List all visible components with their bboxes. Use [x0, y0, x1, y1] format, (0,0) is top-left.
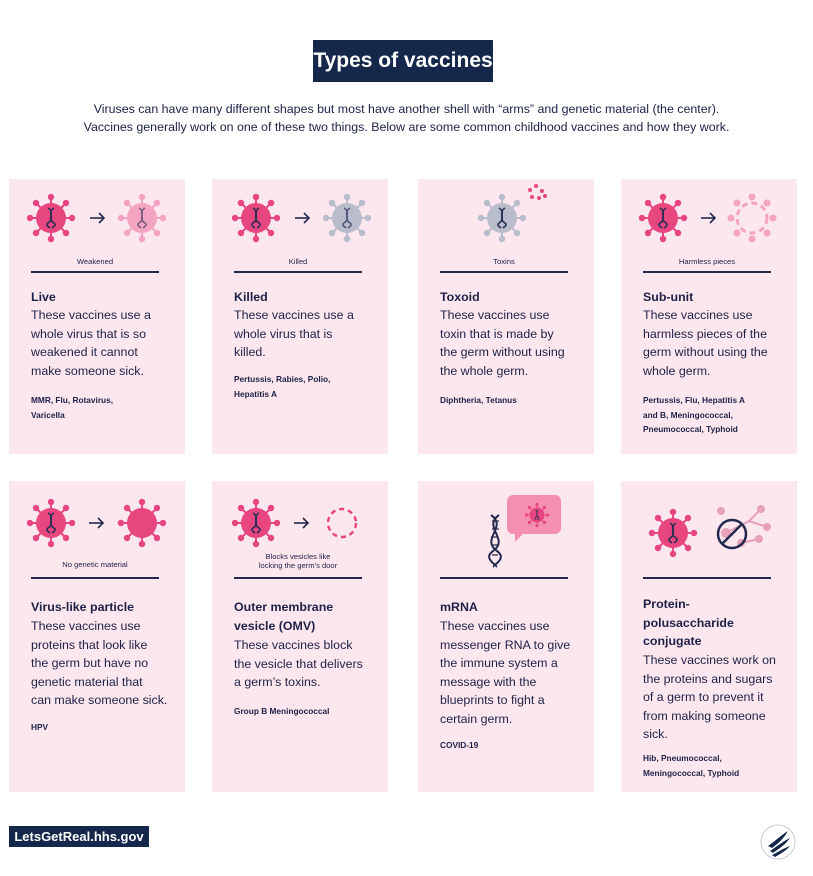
desc-line: a germ’s toxins. — [234, 675, 321, 689]
desc-line: whole virus that is — [234, 326, 333, 341]
vaccine-description — [234, 306, 384, 362]
vaccine-description — [643, 306, 793, 380]
vaccine-description — [234, 636, 384, 692]
desc-line: blueprints to fight a — [440, 693, 545, 707]
vaccine-description — [643, 651, 793, 744]
divider — [31, 577, 159, 579]
example-line: Pertussis, Flu, Hepatitis A — [643, 395, 746, 405]
desc-line: from making someone — [643, 708, 766, 723]
example-line: Hib, Pneumococcal, — [643, 753, 722, 763]
vaccine-examples — [234, 704, 374, 719]
desc-line: weakened it cannot — [31, 345, 138, 359]
desc-line: the immune system a — [440, 656, 558, 670]
desc-line: the germ without using — [440, 345, 565, 359]
example-line: Group B Meningococcal — [234, 706, 330, 716]
desc-line: can make someone sick. — [31, 693, 168, 707]
example-line: MMR, Flu, Rotavirus, — [31, 395, 114, 405]
vaccine-type-name: Sub-unit — [643, 290, 694, 304]
desc-line: toxin that is made by — [440, 326, 554, 341]
desc-line: These vaccines use a — [31, 308, 151, 322]
desc-line: These vaccines block — [234, 638, 353, 652]
desc-line: germ without using the — [643, 345, 768, 359]
desc-line: proteins that look like — [31, 637, 148, 652]
vaccine-card-killed — [212, 179, 388, 454]
desc-line: make someone sick. — [31, 363, 144, 378]
example-line: Hepatitis A — [234, 388, 278, 399]
vaccine-card-sub-unit — [621, 179, 797, 454]
example-line: Meningococcal, Typhoid — [643, 767, 740, 778]
intro-line-1: Viruses can have many different shapes but most have another shell with “arms” and genetic material (the center). — [93, 102, 720, 116]
vaccine-card-live — [9, 179, 185, 454]
vaccine-card-mrna — [418, 481, 594, 792]
example-line: Pneumococcal, Typhoid — [643, 424, 738, 435]
vaccine-type-name — [234, 598, 384, 635]
desc-line: genetic material that — [31, 674, 143, 689]
vaccine-examples — [643, 393, 783, 437]
name-line: Protein- — [643, 597, 690, 611]
example-line: Varicella — [31, 409, 65, 420]
example-line: COVID-19 — [440, 740, 479, 750]
desc-line: These vaccines use — [440, 308, 550, 322]
vaccine-description — [440, 306, 590, 380]
vaccine-examples — [440, 738, 580, 753]
vaccine-examples — [440, 393, 580, 408]
name-line: polusaccharide — [643, 615, 734, 630]
vaccine-examples — [643, 751, 783, 780]
desc-line: These vaccines use — [31, 619, 141, 633]
card-caption: No genetic material — [62, 560, 128, 569]
vaccine-examples — [31, 720, 171, 735]
vaccine-description — [31, 617, 181, 710]
vaccine-description — [440, 617, 590, 728]
divider — [234, 577, 362, 579]
website-link[interactable]: LetsGetReal.hhs.gov — [9, 826, 149, 847]
vaccine-card-toxoid — [418, 179, 594, 454]
name-line: conjugate — [643, 634, 702, 648]
vaccine-type-name: Virus-like particle — [31, 600, 135, 614]
desc-line: killed. — [234, 345, 266, 359]
vaccine-card-virus-like-particle — [9, 481, 185, 792]
hhs-eagle-logo-icon — [758, 822, 798, 862]
card-caption: Harmless pieces — [678, 257, 736, 266]
divider — [440, 577, 568, 579]
divider — [234, 271, 362, 273]
vaccine-type-name: Killed — [234, 290, 268, 304]
vaccine-card-conjugate — [621, 481, 797, 792]
card-caption: Toxins — [493, 257, 515, 266]
desc-line: of a germ to prevent it — [643, 690, 764, 704]
vaccine-card-omv — [212, 481, 388, 792]
vaccine-type-name: Toxoid — [440, 290, 480, 304]
vaccine-type-name: mRNA — [440, 600, 478, 614]
desc-line: the vesicle that delivers — [234, 656, 363, 671]
desc-line: These vaccines use a — [234, 308, 354, 322]
divider — [440, 271, 568, 273]
vaccine-examples — [234, 372, 374, 401]
card-caption — [234, 552, 362, 570]
intro-line-2: Vaccines generally work on one of these two things. Below are some common childhood vaccines and how they work. — [83, 120, 730, 134]
desc-line: These vaccines work on — [643, 653, 776, 667]
desc-line: whole germ. — [643, 363, 711, 378]
desc-line: certain germ. — [440, 711, 513, 726]
example-line: and B, Meningococcal, — [643, 409, 733, 420]
desc-line: the proteins and sugars — [643, 671, 773, 686]
example-line: Diphtheria, Tetanus — [440, 395, 517, 405]
desc-line: These vaccines use — [643, 308, 753, 322]
blocked-sugars-illustration — [621, 481, 797, 581]
divider — [31, 271, 159, 273]
desc-line: whole virus that is so — [31, 326, 147, 341]
vaccine-type-name: Live — [31, 290, 56, 304]
desc-line: These vaccines use — [440, 619, 550, 633]
rna-message-illustration — [418, 481, 594, 581]
example-line: HPV — [31, 722, 49, 732]
desc-line: message with the — [440, 674, 537, 689]
vaccine-examples — [31, 393, 171, 422]
card-caption: Killed — [288, 257, 308, 266]
caption-line: Blocks vesicles like — [265, 552, 331, 561]
caption-line: locking the germ’s door — [258, 561, 338, 570]
desc-line: messenger RNA to give — [440, 637, 571, 652]
vaccine-description — [31, 306, 181, 380]
card-caption: Weakened — [76, 257, 114, 266]
vaccine-type-name — [643, 595, 793, 651]
desc-line: sick. — [643, 727, 668, 741]
example-line: Pertussis, Rabies, Polio, — [234, 374, 331, 384]
divider — [643, 577, 771, 579]
name-line: Outer membrane — [234, 600, 334, 614]
divider — [643, 271, 771, 273]
intro-text — [40, 100, 773, 136]
page-title: Types of vaccines — [313, 40, 493, 82]
desc-line: the whole germ. — [440, 363, 529, 378]
name-line: vesicle (OMV) — [234, 618, 316, 633]
desc-line: the germ but have no — [31, 656, 149, 670]
desc-line: harmless pieces of the — [643, 326, 767, 341]
